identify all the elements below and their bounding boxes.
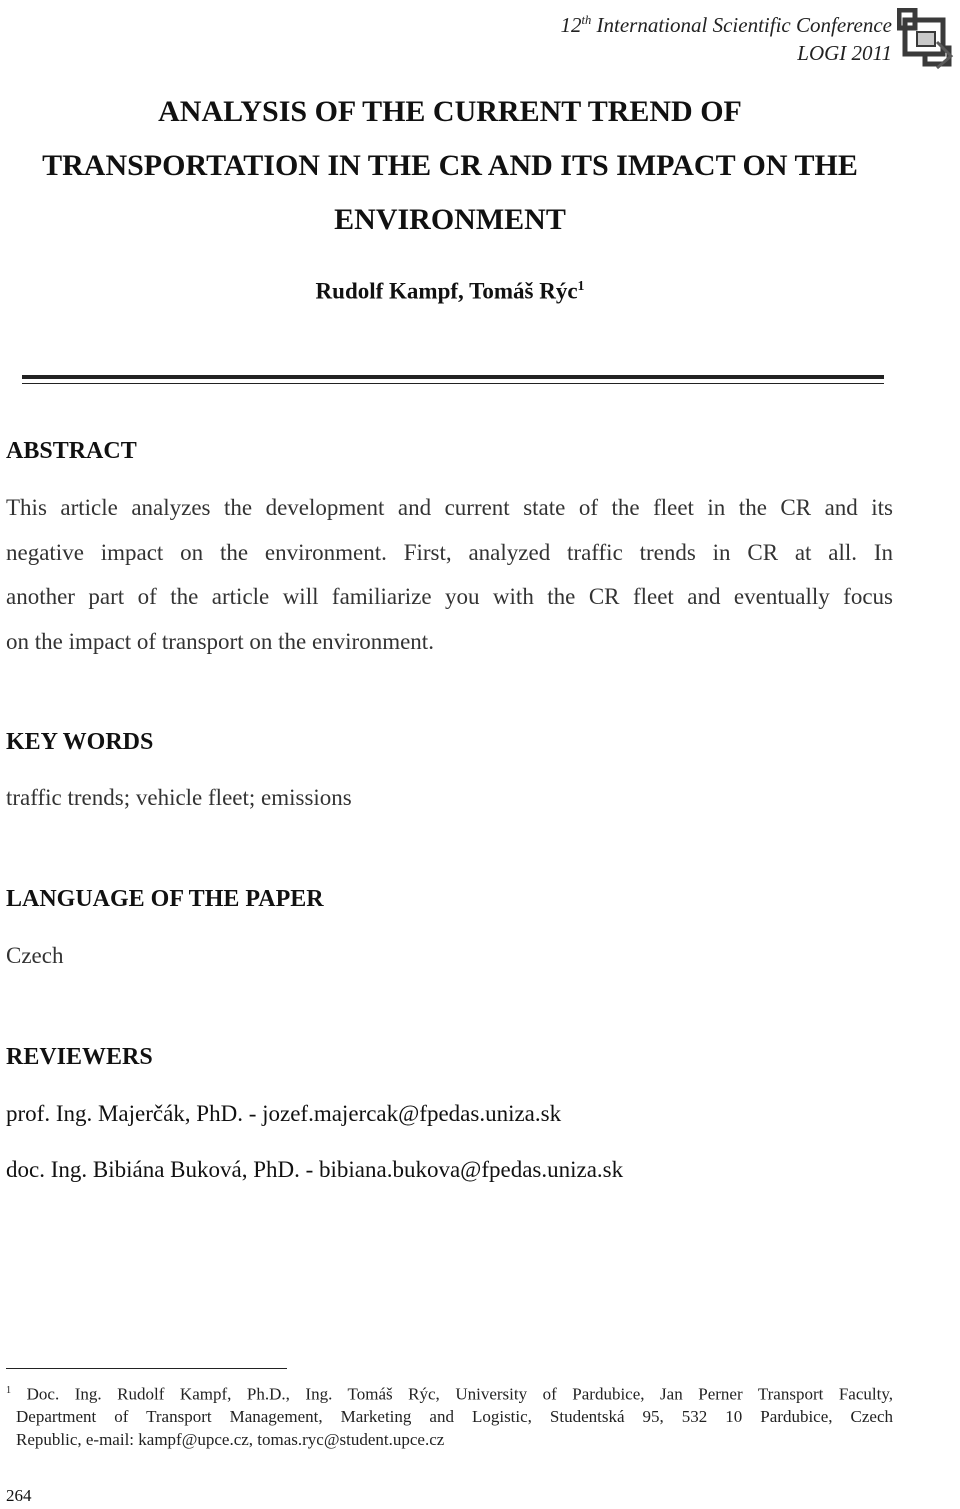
paper-title-line-1: ANALYSIS OF THE CURRENT TREND OF: [158, 95, 742, 128]
title-divider-thin: [22, 383, 884, 384]
reviewer-item: doc. Ing. Bibiána Buková, PhD. - bibiana.bukova@fpedas.uniza.sk: [6, 1157, 624, 1182]
reviewer-item: prof. Ing. Majerčák, PhD. - jozef.majercak@fpedas.uniza.sk: [6, 1101, 562, 1126]
abstract-line: another part of the article will familiarize you with the CR fleet and eventually focus: [6, 584, 893, 609]
conference-name: International Scientific Conference: [596, 13, 892, 37]
conference-header: [560, 6, 892, 67]
footnote-line: Department of Transport Management, Marketing and Logistic, Studentská 95, 532 10 Pardubice, Czech: [16, 1407, 893, 1427]
footnote-mark: 1: [6, 1385, 12, 1396]
paper-authors: [0, 278, 900, 305]
footnote-line: [6, 1380, 893, 1406]
abstract-line: This article analyzes the development and current state of the fleet in the CR and its: [6, 495, 893, 520]
footnote: [6, 1380, 893, 1451]
page-number: 264: [6, 1486, 32, 1505]
footnote-divider: [6, 1368, 287, 1369]
keywords-text: traffic trends; vehicle fleet; emissions: [6, 785, 352, 810]
title-divider-thick: [22, 375, 884, 379]
keywords-heading: KEY WORDS: [6, 729, 154, 755]
logi-logo-icon: [897, 8, 955, 70]
language-text: Czech: [6, 943, 64, 968]
abstract-text: [6, 486, 893, 664]
footnote-line: Republic, e-mail: kampf@upce.cz, tomas.ryc@student.upce.cz: [16, 1429, 445, 1449]
abstract-line: negative impact on the environment. First, analyzed traffic trends in CR at all. In: [6, 539, 893, 565]
language-heading: LANGUAGE OF THE PAPER: [6, 886, 324, 912]
reviewers-heading: REVIEWERS: [6, 1044, 153, 1070]
conference-suffix: th: [581, 13, 592, 27]
author-footnote-mark: 1: [577, 278, 585, 293]
conference-line: [560, 6, 892, 39]
conference-short: LOGI 2011: [797, 41, 892, 65]
abstract-heading: ABSTRACT: [6, 438, 137, 464]
abstract-line: on the impact of transport on the environment.: [6, 628, 434, 654]
paper-title-line-2: TRANSPORTATION IN THE CR AND ITS IMPACT ON THE: [42, 149, 858, 182]
footnote-line-text: Doc. Ing. Rudolf Kampf, Ph.D., Ing. Tomáš Rýc, University of Pardubice, Jan Perner Transport Faculty,: [26, 1384, 893, 1404]
conference-number: 12: [560, 13, 582, 37]
authors-text: Rudolf Kampf, Tomáš Rýc: [315, 278, 578, 304]
paper-title-line-3: ENVIRONMENT: [334, 203, 566, 236]
